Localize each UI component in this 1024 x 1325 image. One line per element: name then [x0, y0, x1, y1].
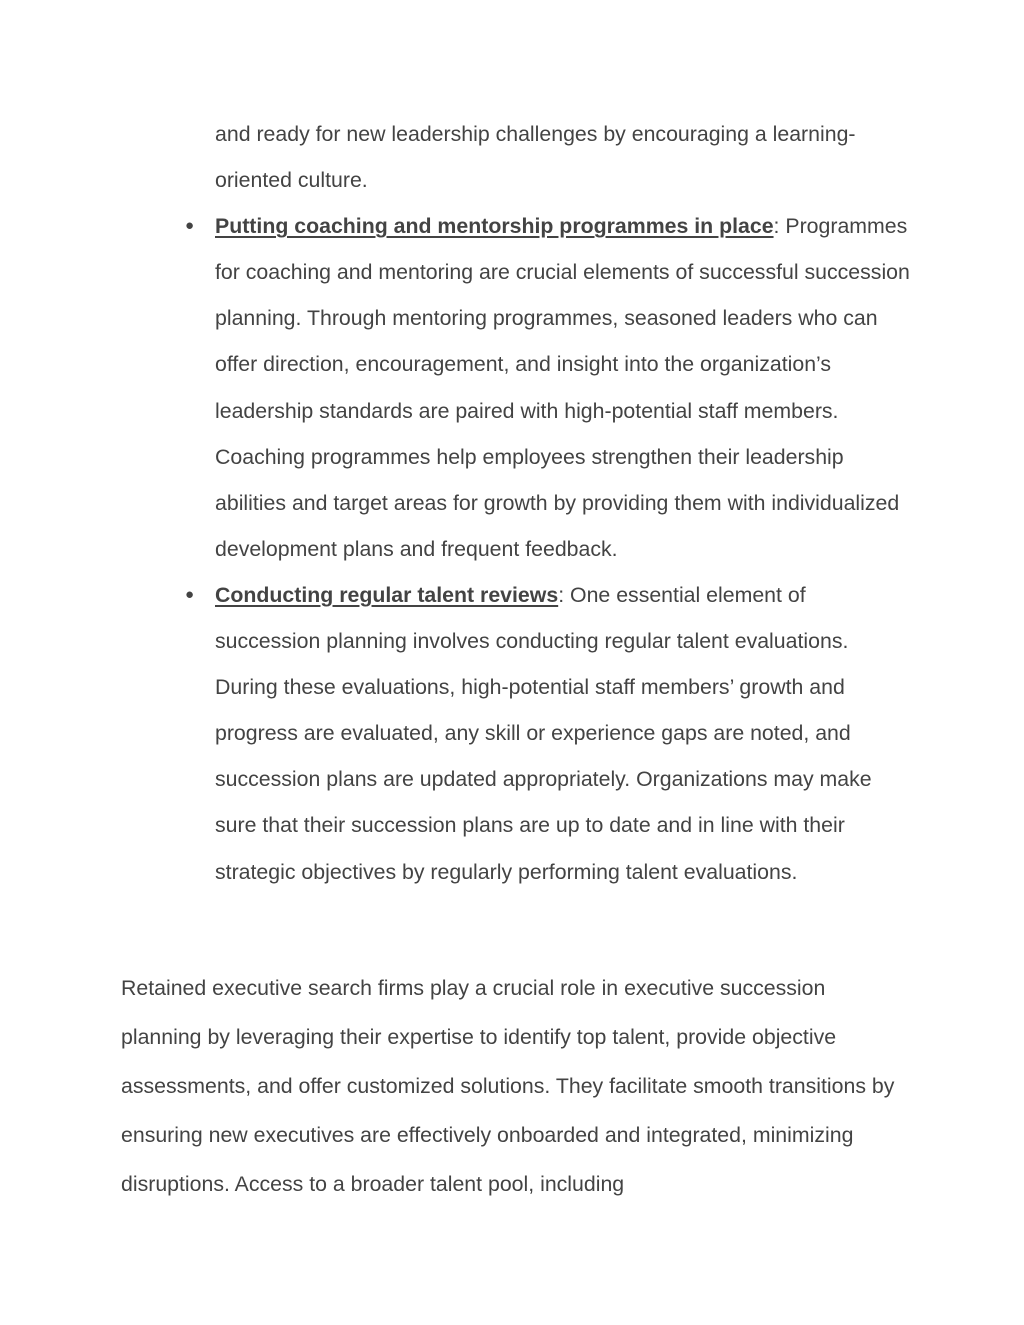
continued-list-item-text: and ready for new leadership challenges by encouraging a learning-oriented culture.: [215, 122, 856, 193]
bullet-list: [185, 111, 915, 895]
bullet-separator: :: [773, 214, 780, 239]
bullet-icon: ●: [185, 217, 195, 235]
bullet-term: Putting coaching and mentorship programmes in place: [215, 214, 774, 239]
bullet-body: Programmes for coaching and mentoring are crucial elements of successful succession planning. Through mentoring programmes, seasoned leaders who can offer direction, encouragement, and insight into the organization’s leadership standards are paired with high-potential staff members. Coaching programmes help employees strengthen their leadership abilities and target areas for growth by providing them with individualized development plans and frequent feedback.: [215, 214, 910, 561]
closing-paragraph: Retained executive search firms play a crucial role in executive succession planning by leveraging their expertise to identify top talent, provide objective assessments, and offer customized solutions. They facilitate smooth transitions by ensuring new executives are effectively onboarded and integrated, minimizing disruptions. Access to a broader talent pool, including: [121, 976, 895, 1196]
list-item-coaching-mentorship: [185, 203, 915, 572]
bullet-icon: ●: [185, 585, 195, 603]
bullet-term: Conducting regular talent reviews: [215, 582, 559, 607]
bullet-separator: :: [558, 582, 565, 607]
bullet-body: One essential element of succession planning involves conducting regular talent evaluations. During these evaluations, high-potential staff members’ growth and progress are evaluated, any skill or experience gaps are noted, and succession plans are updated appropriately. Organizations may make sure that their succession plans are up to date and in line with their strategic objectives by regularly performing talent evaluations.: [215, 582, 872, 884]
list-item-talent-reviews: [185, 572, 915, 895]
